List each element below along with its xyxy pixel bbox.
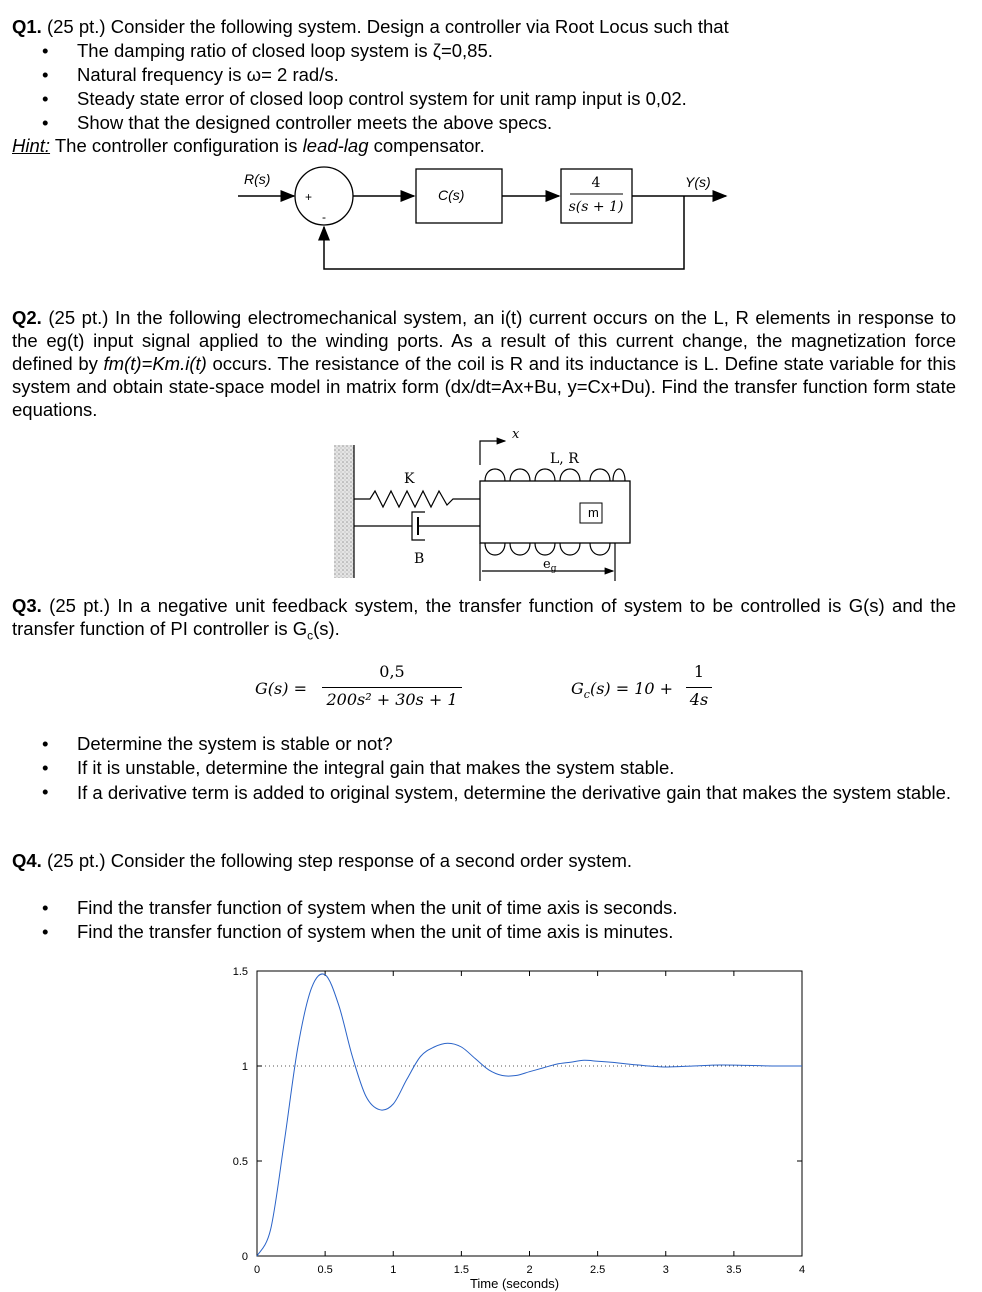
gc-lhs-rest: (s) = 10 +: [589, 679, 674, 698]
mass-label: m: [588, 505, 599, 520]
controller-label: C(s): [438, 187, 465, 203]
q3-bullet: If a derivative term is added to original system, determine the derivative gain that makes the system stable.: [77, 782, 952, 803]
q3-text-a: (25 pt.) In a negative unit feedback system, the transfer function of system to be controlled is G(s) and the transfer function of PI controller is G: [12, 595, 956, 639]
gc-numerator: 1: [693, 662, 705, 681]
step-response-line: [257, 974, 802, 1256]
mass-block: [480, 481, 630, 543]
q1-hint: [12, 135, 485, 157]
g-denominator: 200s² + 30s + 1: [326, 690, 458, 709]
x-tick-label: 2.5: [589, 1264, 606, 1276]
x-tick-label: 4: [798, 1264, 806, 1276]
voltage-label: [543, 557, 557, 574]
x-tick-label: 3.5: [726, 1264, 742, 1276]
q3-bullet: If it is unstable, determine the integral gain that makes the system stable.: [77, 757, 675, 778]
y-tick-label: 1.5: [232, 966, 248, 978]
q3-text-sub: c: [307, 628, 314, 643]
plant-denominator: s(s + 1): [568, 199, 624, 215]
coil-bottom-icon: [485, 543, 610, 555]
hint-label: Hint:: [12, 135, 51, 156]
q1-header: [12, 16, 729, 38]
y-tick-label: 0: [241, 1251, 248, 1263]
voltage-label-main: e: [543, 557, 551, 572]
q1-bullet: The damping ratio of closed loop system is ζ=0,85.: [77, 40, 493, 61]
bullet-icon: •: [42, 757, 49, 778]
input-label: R(s): [244, 171, 271, 187]
coil-label: L, R: [550, 451, 579, 467]
q4-intro: (25 pt.) Consider the following step response of a second order system.: [41, 850, 633, 871]
q1-bullet: Natural frequency is ω= 2 rad/s.: [77, 64, 339, 85]
bullet-icon: •: [42, 921, 49, 942]
y-tick-label: 0.5: [232, 1156, 248, 1168]
voltage-label-sub: g: [550, 564, 557, 574]
bullet-icon: •: [42, 733, 49, 754]
bullet-icon: •: [42, 40, 49, 61]
q1-bullet: Show that the designed controller meets the above specs.: [77, 112, 553, 133]
q2-text-b: occurs. The resistance of the coil is R and its inductance is L. Define state variable for this system and obtain state-space model in matrix form (dx/dt=Ax+Bu, y=Cx+Du). Find the transfer function form state equations.: [12, 353, 956, 420]
displacement-label: x: [512, 427, 520, 442]
q3-paragraph: [12, 594, 956, 648]
x-tick-label: 0.5: [317, 1264, 333, 1276]
q1-bullet: Steady state error of closed loop control system for unit ramp input is 0,02.: [77, 88, 687, 109]
x-tick-label: 2: [526, 1264, 533, 1276]
bullet-icon: •: [42, 88, 49, 109]
plot-frame: [257, 971, 802, 1256]
axis-ticks: [233, 966, 805, 1276]
x-tick-label: 1: [390, 1264, 397, 1276]
q4-number: Q4.: [12, 850, 42, 871]
q3-bullet: Determine the system is stable or not?: [77, 733, 393, 754]
output-label: Y(s): [685, 174, 711, 190]
hint-pre: The controller configuration is: [50, 135, 303, 156]
coil-top-icon: [485, 469, 625, 481]
x-tick-label: 1.5: [453, 1264, 470, 1276]
q2-text-a: (25 pt.) In the following electromechanical system, an i(t) current occurs on the L, R elements in response to the eg(t) input signal applied to the winding ports. As a result of this current change, the magnetization force defined by: [12, 307, 956, 374]
q4-header: [12, 850, 632, 872]
q4-bullet: Find the transfer function of system when the unit of time axis is seconds.: [77, 897, 678, 918]
bullet-icon: •: [42, 897, 49, 918]
hint-post: compensator.: [368, 135, 485, 156]
electromechanical-figure: [330, 425, 640, 585]
q2-number: Q2.: [12, 307, 42, 328]
x-tick-label: 0: [253, 1264, 261, 1276]
feedback-path: [324, 196, 684, 269]
q2-text-em: fm(t)=Km.i(t): [103, 353, 207, 374]
x-tick-label: 3: [662, 1264, 669, 1276]
bullet-icon: •: [42, 64, 49, 85]
step-response-chart: [0, 950, 982, 1292]
y-tick-label: 1: [241, 1061, 248, 1073]
gc-lhs-main: G: [571, 679, 584, 698]
damper-label: B: [414, 551, 425, 567]
plant-numerator: 4: [591, 175, 601, 191]
q1-intro: (25 pt.) Consider the following system. Design a controller via Root Locus such that: [46, 16, 729, 37]
g-fraction-bar: [322, 687, 462, 688]
gc-denominator: 4s: [689, 690, 709, 709]
q2-paragraph: [12, 306, 956, 421]
spring-label: K: [404, 471, 415, 487]
plus-sign: +: [305, 190, 313, 204]
gc-equation-lhs: [571, 679, 673, 701]
wall: [334, 445, 354, 578]
hint-em: lead-lag: [302, 135, 369, 156]
q1-number: Q1.: [12, 16, 42, 37]
q3-number: Q3.: [12, 595, 42, 616]
bullet-icon: •: [42, 781, 49, 802]
g-numerator: 0,5: [379, 662, 405, 681]
minus-sign: -: [322, 210, 326, 224]
gc-fraction-bar: [686, 687, 712, 688]
block-diagram: [230, 165, 740, 275]
gc-lhs-sub: c: [583, 688, 590, 702]
displacement-arrow: [480, 441, 505, 465]
x-axis-label: Time (seconds): [469, 1276, 560, 1291]
q3-text-b: (s).: [313, 618, 340, 639]
q4-bullet: Find the transfer function of system when the unit of time axis is minutes.: [77, 921, 674, 942]
spring-icon: [354, 491, 480, 507]
bullet-icon: •: [42, 112, 49, 133]
g-equation-lhs: G(s) =: [255, 679, 307, 698]
